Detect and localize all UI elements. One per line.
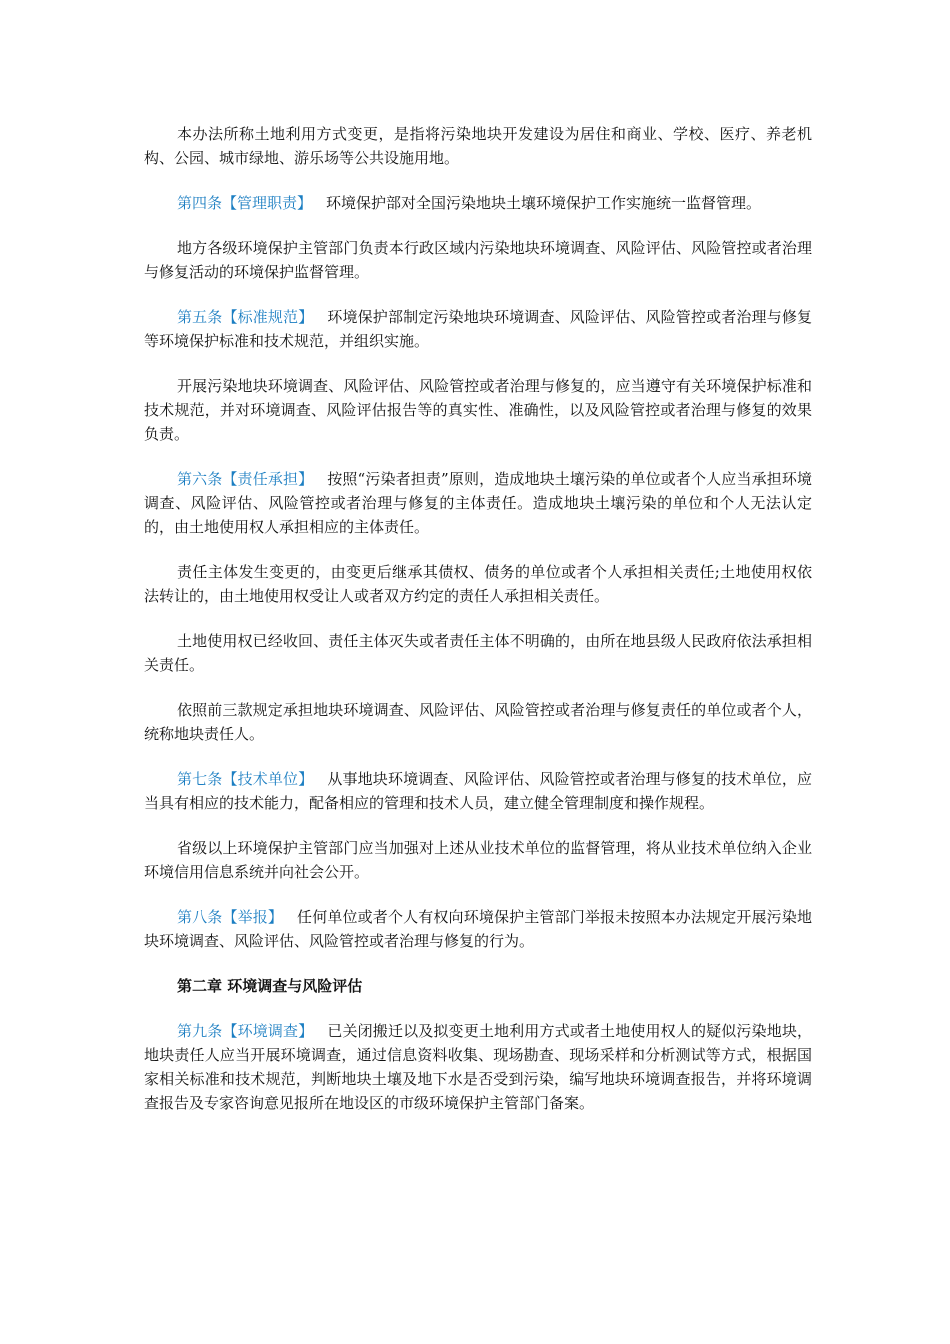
article-5 [144, 305, 812, 353]
chapter-heading: 第二章 环境调查与风险评估 [177, 977, 363, 995]
article-4 [144, 191, 812, 215]
paragraph-local-supervision: 地方各级环境保护主管部门负责本行政区域内污染地块环境调查、风险评估、风险管控或者治理与修复活动的环境保护监督管理。 [144, 239, 812, 281]
article-5-label: 第五条【标准规范】 [177, 308, 314, 326]
article-4-text: 环境保护部对全国污染地块土壤环境保护工作实施统一监督管理。 [326, 194, 762, 212]
article-9-label: 第九条【环境调查】 [177, 1022, 314, 1040]
paragraph-government-responsibility: 土地使用权已经收回、责任主体灭失或者责任主体不明确的，由所在地县级人民政府依法承担相关责任。 [144, 632, 812, 674]
document-body [144, 122, 812, 1136]
article-5-text: 环境保护部制定污染地块环境调查、风险评估、风险管控或者治理与修复等环境保护标准和技术规范，并组织实施。 [144, 308, 812, 350]
article-7-label: 第七条【技术单位】 [177, 770, 314, 788]
article-8 [144, 905, 812, 953]
article-9 [144, 1019, 812, 1115]
article-8-text: 任何单位或者个人有权向环境保护主管部门举报未按照本办法规定开展污染地块环境调查、风险评估、风险管控或者治理与修复的行为。 [144, 908, 812, 950]
article-9-text: 已关闭搬迁以及拟变更土地利用方式或者土地使用权人的疑似污染地块，地块责任人应当开展环境调查，通过信息资料收集、现场勘查、现场采样和分析测试等方式，根据国家相关标准和技术规范，判断地块土壤及地下水是否受到污染，编写地块环境调查报告，并将环境调查报告及专家咨询意见报所在地设区的市级环境保护主管部门备案。 [144, 1022, 812, 1112]
paragraph-responsible-party-definition: 依照前三款规定承担地块环境调查、风险评估、风险管控或者治理与修复责任的单位或者个人，统称地块责任人。 [144, 701, 812, 743]
article-6 [144, 467, 812, 539]
paragraph-responsibility-transfer: 责任主体发生变更的，由变更后继承其债权、债务的单位或者个人承担相关责任;土地使用权依法转让的，由土地使用权受让人或者双方约定的责任人承担相关责任。 [144, 563, 812, 605]
article-6-text: 按照“污染者担责”原则，造成地块土壤污染的单位或者个人应当承担环境调查、风险评估、风险管控或者治理与修复的主体责任。造成地块土壤污染的单位和个人无法认定的，由土地使用权人承担相应的主体责任。 [144, 470, 812, 536]
article-4-label: 第四条【管理职责】 [177, 194, 313, 212]
paragraph-land-use-change: 本办法所称土地利用方式变更，是指将污染地块开发建设为居住和商业、学校、医疗、养老机构、公园、城市绿地、游乐场等公共设施用地。 [144, 125, 812, 167]
article-6-label: 第六条【责任承担】 [177, 470, 314, 488]
paragraph-standards-compliance: 开展污染地块环境调查、风险评估、风险管控或者治理与修复的，应当遵守有关环境保护标准和技术规范，并对环境调查、风险评估报告等的真实性、准确性，以及风险管控或者治理与修复的效果负责。 [144, 377, 812, 443]
article-8-label: 第八条【举报】 [177, 908, 284, 926]
article-7-text: 从事地块环境调查、风险评估、风险管控或者治理与修复的技术单位，应当具有相应的技术能力，配备相应的管理和技术人员，建立健全管理制度和操作规程。 [144, 770, 812, 812]
paragraph-technical-unit-supervision: 省级以上环境保护主管部门应当加强对上述从业技术单位的监督管理，将从业技术单位纳入企业环境信用信息系统并向社会公开。 [144, 839, 812, 881]
article-7 [144, 767, 812, 815]
